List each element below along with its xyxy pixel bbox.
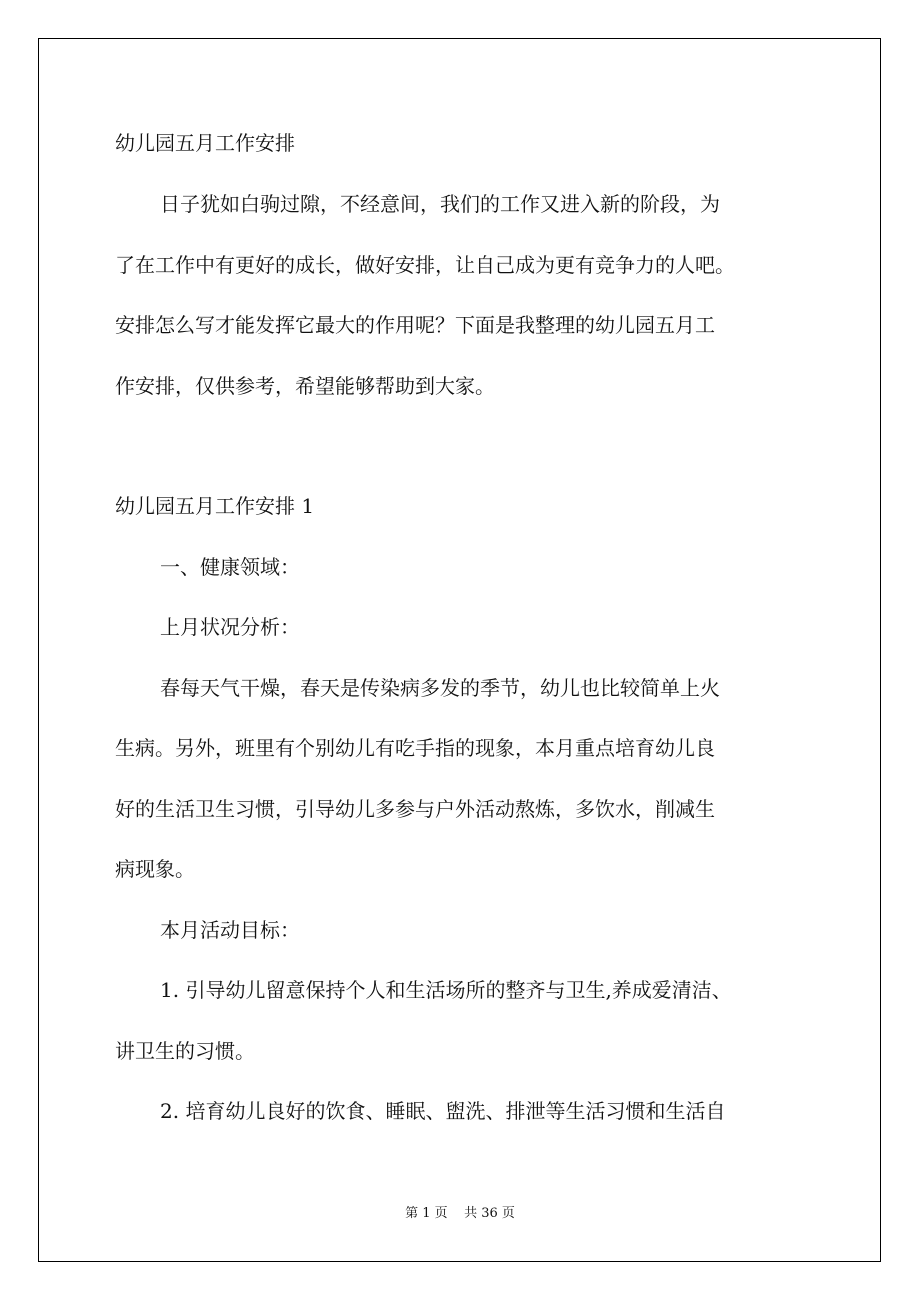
page-number: 第 1 页 共 36 页 xyxy=(405,1206,515,1221)
goal-line: 2. 培育幼儿良好的饮食、睡眠、盥洗、排泄等生活习惯和生活自 xyxy=(160,1099,726,1123)
analysis-line: 病现象。 xyxy=(115,857,195,881)
section-title: 幼儿园五月工作安排 1 xyxy=(115,494,315,518)
goal-line: 1. 引导幼儿留意保持个人和生活场所的整齐与卫生,养成爱清洁、 xyxy=(160,978,732,1002)
heading-goals: 本月活动目标： xyxy=(160,918,300,942)
analysis-line: 春每天气干燥，春天是传染病多发的季节，幼儿也比较简单上火 xyxy=(160,676,720,700)
intro-line: 安排怎么写才能发挥它最大的作用呢？下面是我整理的幼儿园五月工 xyxy=(115,313,715,337)
page-border xyxy=(38,38,881,1262)
intro-line: 了在工作中有更好的成长，做好安排，让自己成为更有竞争力的人吧。 xyxy=(115,253,735,277)
heading-analysis: 上月状况分析： xyxy=(160,615,300,639)
intro-line: 作安排，仅供参考，希望能够帮助到大家。 xyxy=(115,374,495,398)
intro-line: 日子犹如白驹过隙，不经意间，我们的工作又进入新的阶段，为 xyxy=(160,192,720,216)
document-title: 幼儿园五月工作安排 xyxy=(115,131,295,155)
analysis-line: 好的生活卫生习惯，引导幼儿多参与户外活动熬炼，多饮水，削减生 xyxy=(115,797,715,821)
analysis-line: 生病。另外，班里有个别幼儿有吃手指的现象，本月重点培育幼儿良 xyxy=(115,736,715,760)
goal-line: 讲卫生的习惯。 xyxy=(115,1039,255,1063)
heading-health: 一、健康领域： xyxy=(160,555,300,579)
